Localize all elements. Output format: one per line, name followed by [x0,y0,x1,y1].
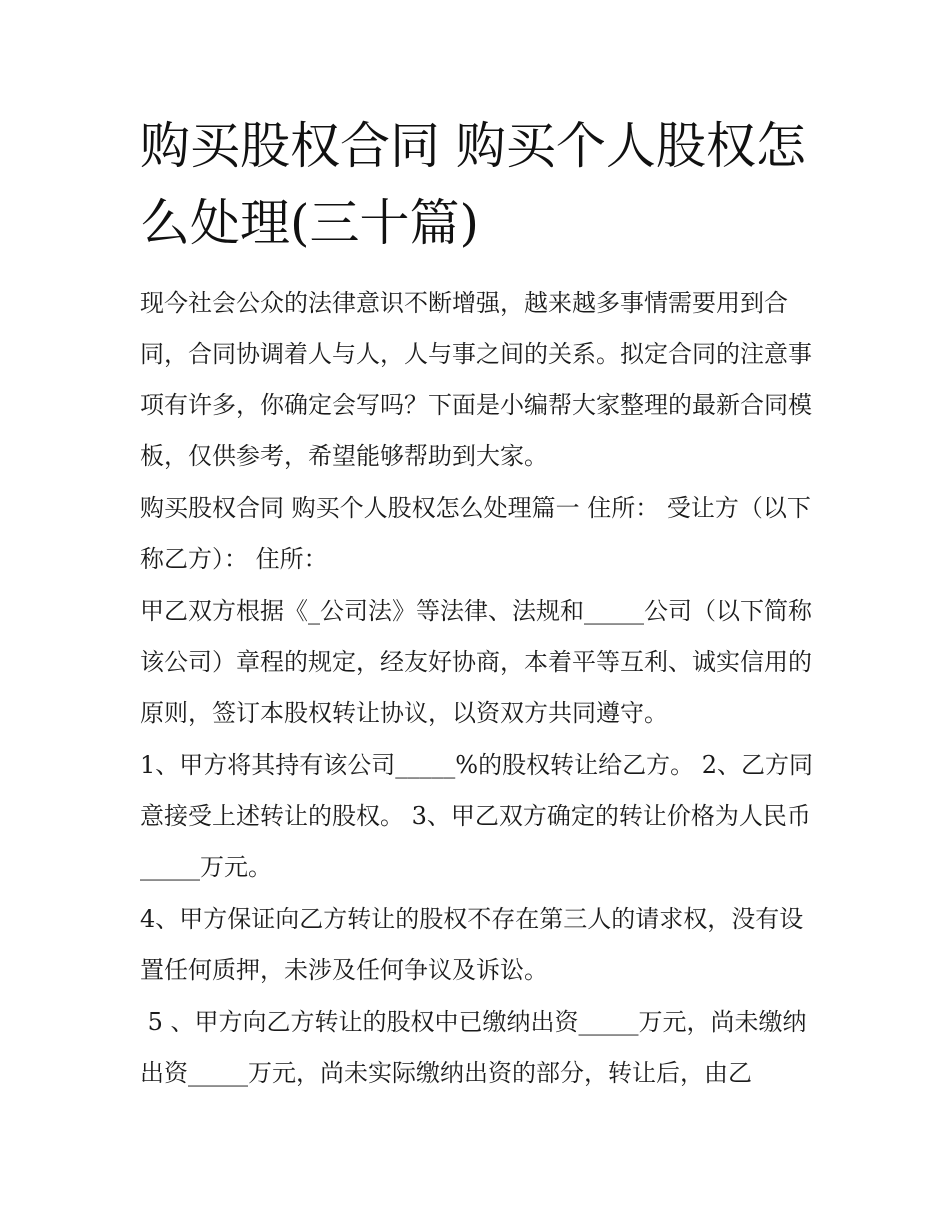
intro-paragraph: 现今社会公众的法律意识不断增强，越来越多事情需要用到合同，合同协调着人与人，人与事之间的关系。拟定合同的注意事项有许多，你确定会写吗？下面是小编帮大家整理的最新合同模板，仅供参考，希望能够帮助到大家。 [140,289,812,470]
document-title: 购买股权合同 购买个人股权怎么处理(三十篇) [140,117,806,252]
document-body [140,278,815,1099]
clause-5-paragraph: 5 、甲方向乙方转让的股权中已缴纳出资_____万元，尚未缴纳出资_____万元，尚未实际缴纳出资的部分，转让后，由乙 [140,1008,807,1087]
clauses-1-3-paragraph: 1、甲方将其持有该公司_____%的股权转让给乙方。 2、乙方同意接受上述转让的股权。 3、甲乙双方确定的转让价格为人民币_____万元。 [140,751,813,881]
section-heading-paragraph: 购买股权合同 购买个人股权怎么处理篇一 住所： 受让方（以下称乙方）： 住所： [140,494,811,573]
clause-4-paragraph: 4、甲方保证向乙方转让的股权不存在第三人的请求权，没有设置任何质押，未涉及任何争议及诉讼。 [140,905,804,984]
agreement-basis-paragraph: 甲乙双方根据《_公司法》等法律、法规和_____公司（以下简称该公司）章程的规定，经友好协商，本着平等互利、诚实信用的原则，签订本股权转让协议，以资双方共同遵守。 [140,597,812,727]
